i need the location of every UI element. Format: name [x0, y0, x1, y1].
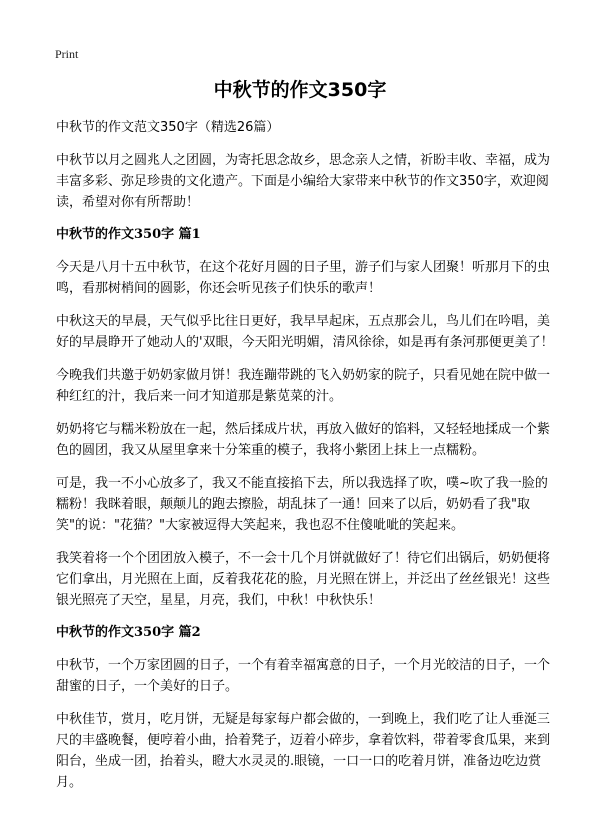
essay-paragraph: 我笑着将一个个团团放入模子，不一会十几个月饼就做好了！待它们出锅后，奶奶便将它们拿出，月光照在上面，反着我花花的脸，月光照在饼上，并泛出了丝丝银光！这些银光照亮了天空，星星，月亮，我们，中秋！中秋快乐！ [56, 551, 551, 608]
essay-paragraph: 今晚我们共邀于奶奶家做月饼！我连蹦带跳的飞入奶奶家的院子，只看见她在院中做一种红红的汁，我后来一问才知道那是紫苋菜的汁。 [56, 368, 551, 404]
essay-section-2 [56, 623, 556, 793]
essay-paragraph: 今天是八月十五中秋节，在这个花好月圆的日子里，游子们与家人团聚！听那月下的虫鸣，看那树梢间的圆影，你还会听见孩子们快乐的歌声！ [56, 260, 551, 296]
essay-paragraph: 中秋节，一个万家团圆的日子，一个有着幸福寓意的日子，一个月光皎洁的日子，一个甜蜜的日子，一个美好的日子。 [56, 658, 551, 694]
section-heading: 中秋节的作文350字 篇1 [56, 227, 201, 242]
essay-section-1 [56, 225, 556, 611]
essay-paragraph: 中秋佳节，赏月，吃月饼，无疑是每家每户都会做的，一到晚上，我们吃了让人垂涎三尺的丰盛晚餐，便哼着小曲，拾着凳子，迈着小碎步，拿着饮料，带着零食瓜果，来到阳台，坐成一团，抬着头，瞪大水灵灵的.眼镜，一口一口的吃着月饼，准备边吃边赏月。 [56, 712, 551, 790]
essay-paragraph: 奶奶将它与糯米粉放在一起，然后揉成片状，再放入做好的馅料，又轻轻地揉成一个紫色的圆团，我又从屋里拿来十分笨重的模子，我将小紫团上抹上一点糯粉。 [56, 422, 551, 458]
essay-paragraph: 可是，我一不小心放多了，我又不能直接掐下去，所以我选择了吹，噗~吹了我一脸的糯粉！我眯着眼，颠颠儿的跑去擦脸，胡乱抹了一通！回来了以后，奶奶看了我"取笑"的说："花猫？"大家被逗得大笑起来，我也忍不住傻呲呲的笑起来。 [56, 476, 548, 533]
print-link[interactable]: Print [55, 47, 79, 61]
page-title: 中秋节的作文350字 [213, 79, 387, 101]
section-heading: 中秋节的作文350字 篇2 [56, 625, 201, 640]
article-subtitle: 中秋节的作文范文350字（精选26篇） [56, 120, 280, 135]
essay-paragraph: 中秋这天的早晨，天气似乎比往日更好，我早早起床，五点那会儿，鸟儿们在吟唱，美好的早晨睁开了她动人的'双眼，今天阳光明媚，清风徐徐，如是再有条河那便更美了！ [56, 314, 554, 350]
intro-paragraph: 中秋节以月之圆兆人之团圆，为寄托思念故乡，思念亲人之情，祈盼丰收、幸福，成为丰富多彩、弥足珍贵的文化遗产。下面是小编给大家带来中秋节的作文350字，欢迎阅读，希望对你有所帮助！ [56, 153, 551, 210]
article-body [56, 119, 556, 805]
